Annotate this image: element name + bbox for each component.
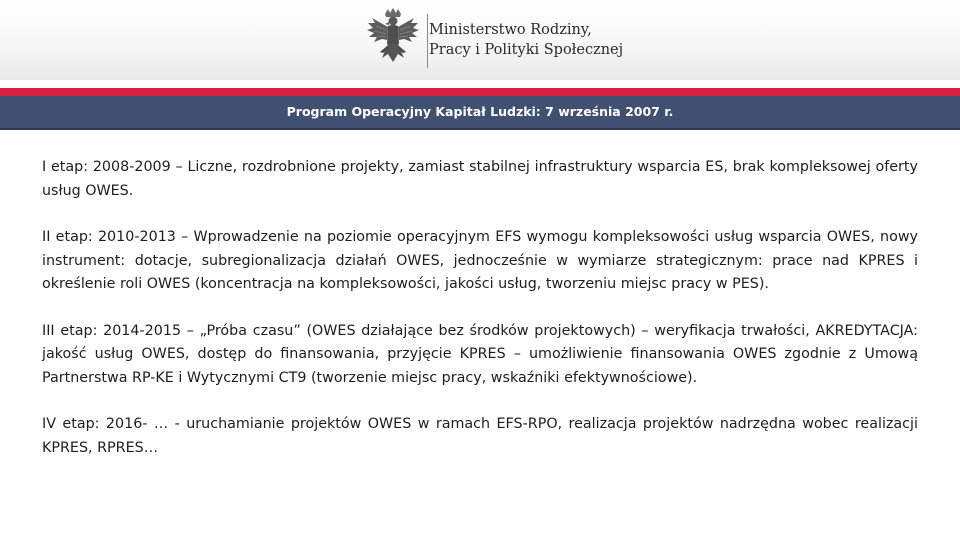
paragraph-stage-1: I etap: 2008-2009 – Liczne, rozdrobnione projekty, zamiast stabilnej infrastruktury wsparcia ES, brak kompleksowej oferty usług OWES. bbox=[42, 159, 918, 199]
paragraph-stage-4: IV etap: 2016- … - uruchamianie projektów OWES w ramach EFS-RPO, realizacja projektów nadrzędna wobec realizacji KPRES, RPRES… bbox=[42, 416, 918, 456]
flag-stripe-red bbox=[0, 88, 960, 96]
polish-eagle-emblem-icon bbox=[364, 6, 422, 76]
ministry-logo bbox=[364, 6, 624, 76]
header bbox=[0, 0, 960, 80]
slide-title: Program Operacyjny Kapitał Ludzki: 7 września 2007 r. bbox=[286, 104, 674, 119]
slide-content bbox=[42, 156, 918, 483]
title-bar bbox=[0, 96, 960, 130]
paragraph-stage-3: III etap: 2014-2015 – „Próba czasu” (OWES działające bez środków projektowych) – weryfikacja trwałości, AKREDYTACJA: jakość usług OWES, dostęp do finansowania, przyjęcie KPRES – umożliwienie finansowania OWES zgodnie z Umową Partnerstwa RP-KE i Wytycznymi CT9 (tworzenie miejsc pracy, wskaźniki efektywnościowe). bbox=[42, 322, 918, 386]
paragraph-stage-2: II etap: 2010-2013 – Wprowadzenie na poziomie operacyjnym EFS wymogu kompleksowości usług wsparcia OWES, nowy instrument: dotacje, subregionalizacja działań OWES, jednocześnie w wymiarze strategicznym: prace nad KPRES i określenie roli OWES (koncentracja na kompleksowości, jakości usług, tworzeniu miejsc pracy w PES). bbox=[42, 229, 918, 292]
ministry-name bbox=[429, 20, 623, 60]
ministry-name-line2: Pracy i Polityki Społecznej bbox=[429, 42, 624, 58]
flag-stripe-white bbox=[0, 80, 960, 88]
logo-divider bbox=[427, 14, 428, 68]
ministry-name-line1: Ministerstwo Rodziny, bbox=[429, 22, 592, 38]
